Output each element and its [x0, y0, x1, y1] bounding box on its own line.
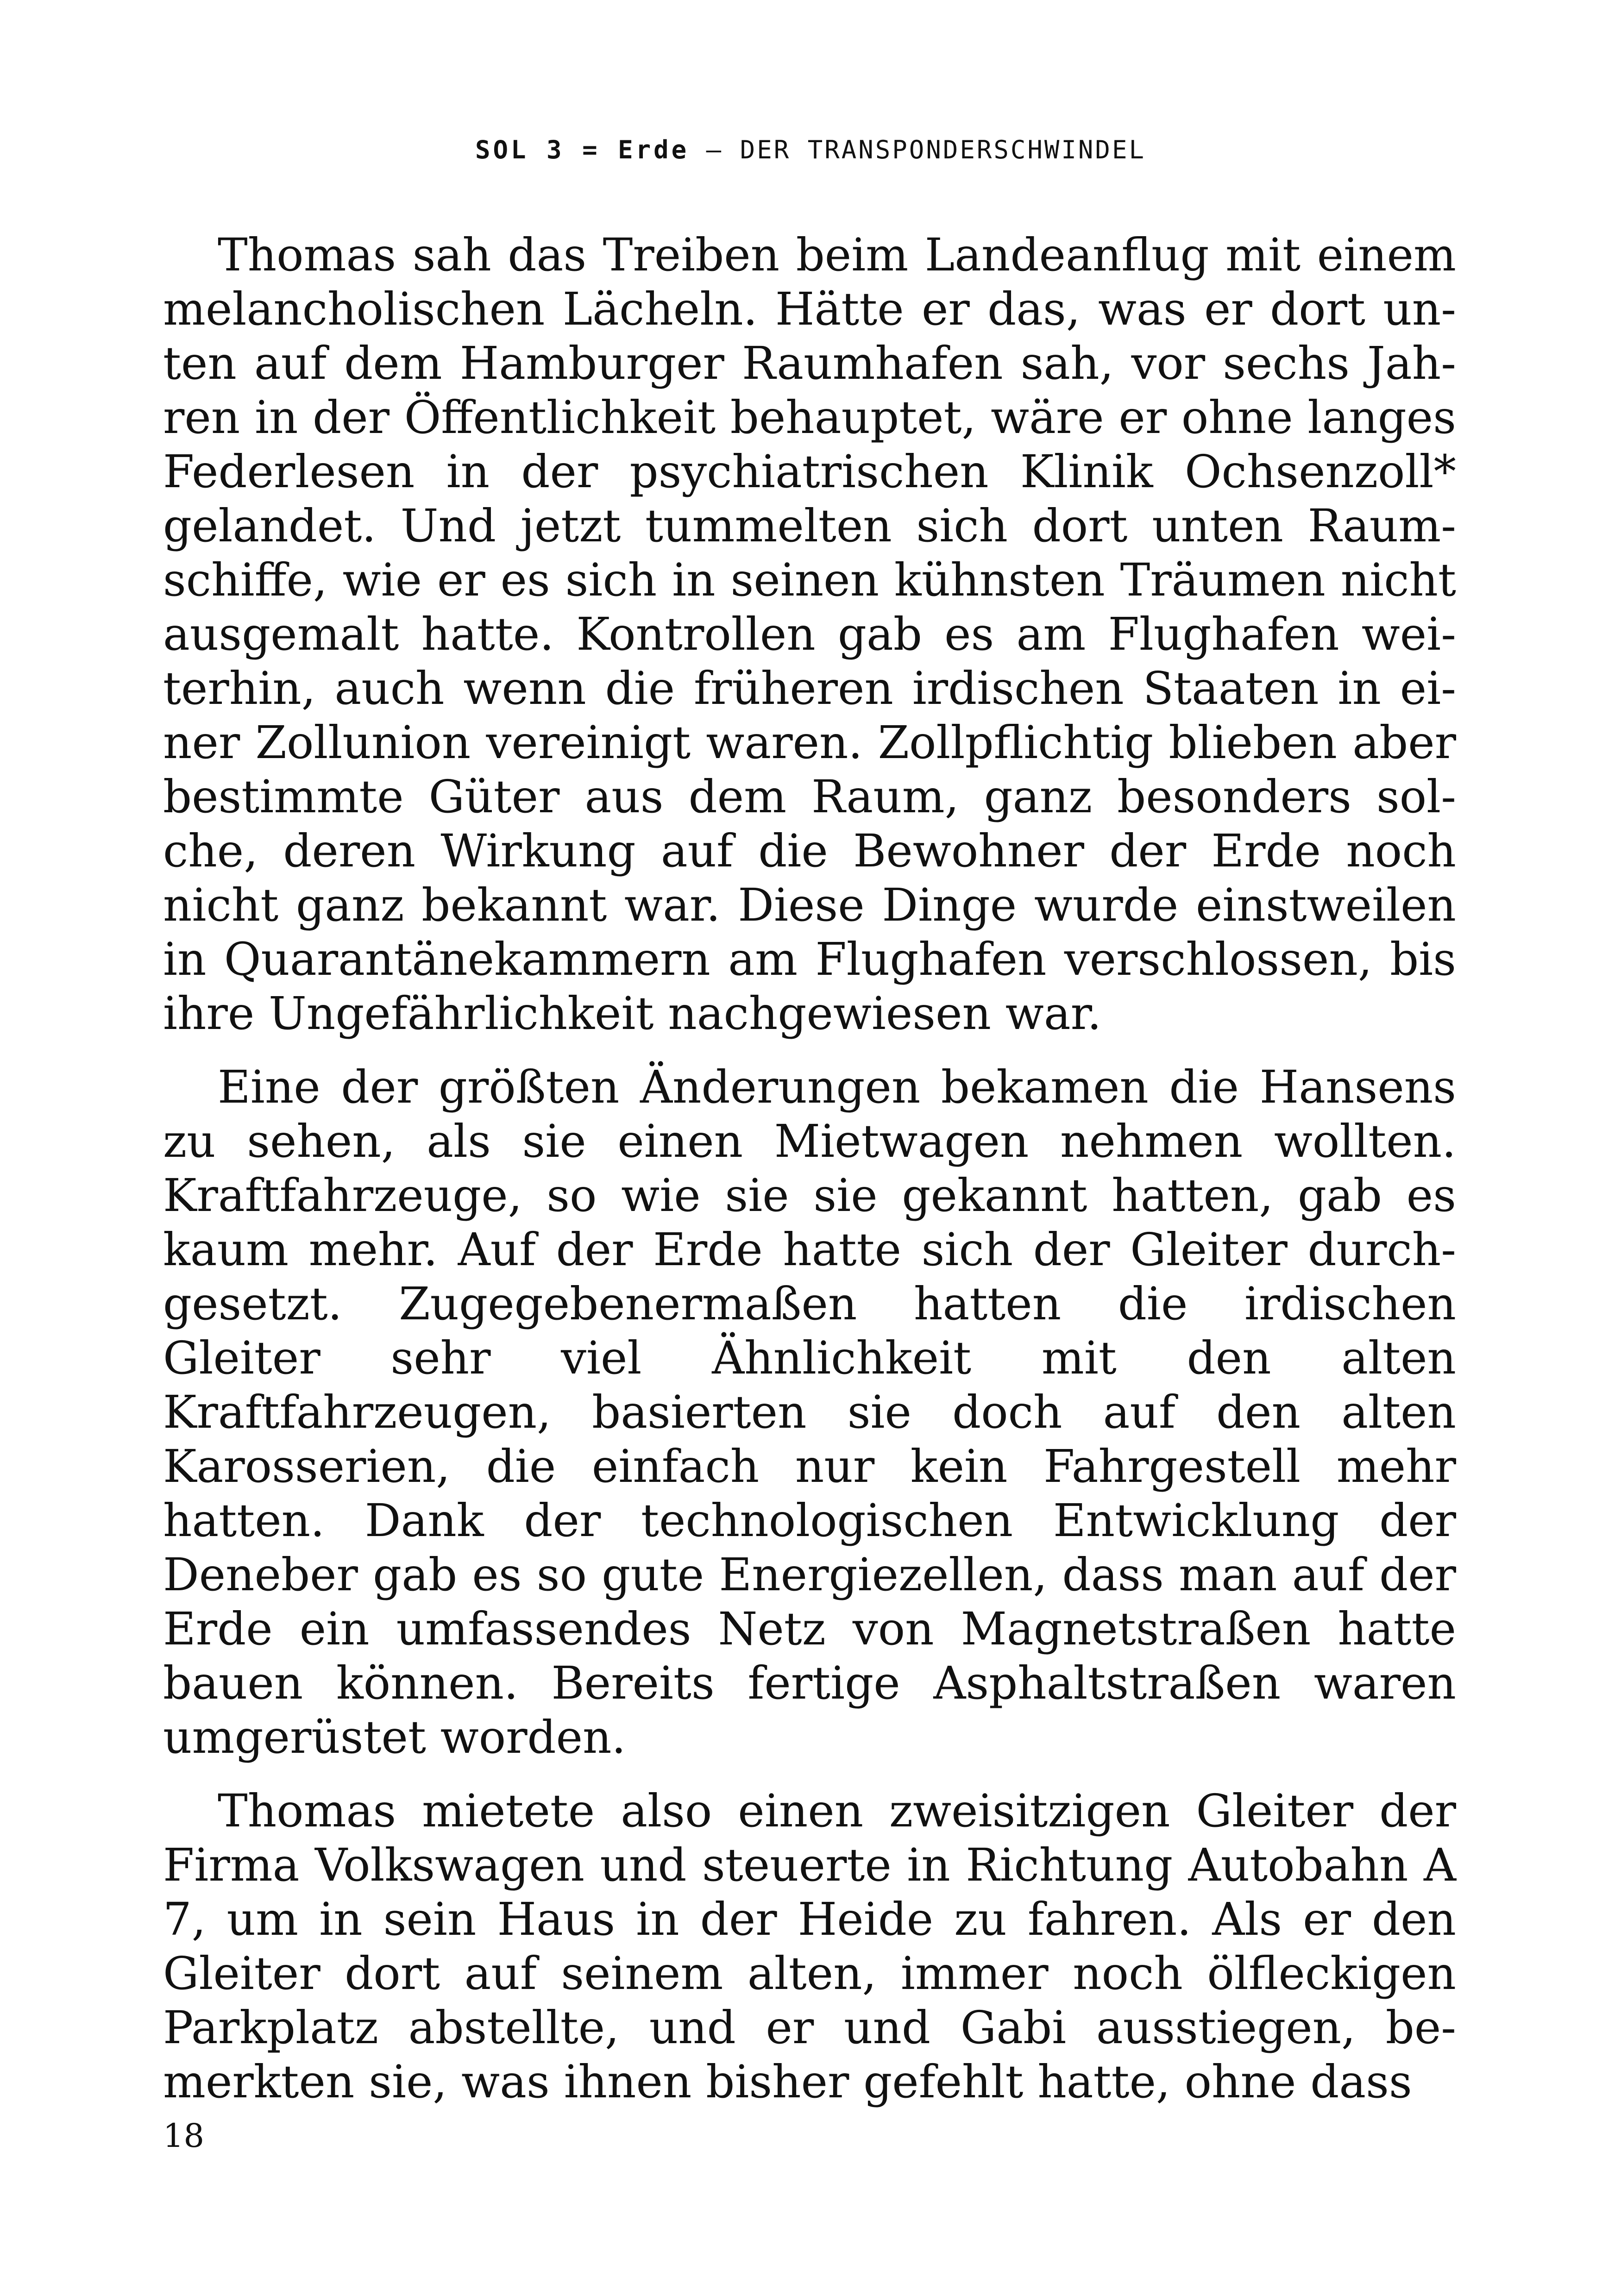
- paragraph: Thomas mietete also einen zweisitzigen Gleiter der Firma Volkswagen und steuerte in Richtung Autobahn A 7, um in sein Haus in der Heide zu fahren. Als er den Gleiter dort auf seinem alten, immer noch ölfleckigen Parkplatz abstellte, und er und Gabi ausstiegen, bemerkten sie, was ihnen bisher gefehlt hatte, ohne dass: [163, 1785, 1456, 2108]
- header-series: SOL 3 = Erde: [475, 135, 690, 164]
- page-number: 18: [163, 2117, 205, 2155]
- paragraph: Eine der größten Änderungen bekamen die Hansens zu sehen, als sie einen Mietwagen nehmen wollten. Kraftfahrzeuge, so wie sie sie gekannt hatten, gab es kaum mehr. Auf der Erde hatte sich der Gleiter durchgesetzt. Zugegebenermaßen hatten die irdischen Gleiter sehr viel Ähnlichkeit mit den alten Kraftfahrzeugen, basierten sie doch auf den alten Karosserien, die einfach nur kein Fahrgestell mehr hatten. Dank der technologischen Entwicklung der Deneber gab es so gute Energiezellen, dass man auf der Erde ein umfassendes Netz von Magnetstraßen hatte bauen können. Bereits fertige Asphaltstraßen waren umgerüstet worden.: [163, 1061, 1456, 1763]
- body-text: [163, 228, 1456, 2128]
- header-separator: –: [706, 135, 723, 164]
- paragraph: Thomas sah das Treiben beim Landeanflug mit einem melancholischen Lächeln. Hätte er das, was er dort unten auf dem Hamburger Raumhafen sah, vor sechs Jahren in der Öffentlichkeit behauptet, wäre er ohne langes Federlesen in der psychiatrischen Klinik Ochsenzoll* gelandet. Und jetzt tummelten sich dort unten Raumschiffe, wie er es sich in seinen kühnsten Träumen nicht ausgemalt hatte. Kontrollen gab es am Flughafen weiterhin, auch wenn die früheren irdischen Staaten in einer Zollunion vereinigt waren. Zollpflichtig blieben aber bestimmte Güter aus dem Raum, ganz besonders solche, deren Wirkung auf die Bewohner der Erde noch nicht ganz bekannt war. Diese Dinge wurde einstweilen in Quarantänekammern am Flughafen verschlossen, bis ihre Ungefährlichkeit nachgewiesen war.: [163, 229, 1456, 1040]
- running-header: [0, 135, 1621, 164]
- header-title: DER TRANSPONDERSCHWINDEL: [740, 135, 1146, 164]
